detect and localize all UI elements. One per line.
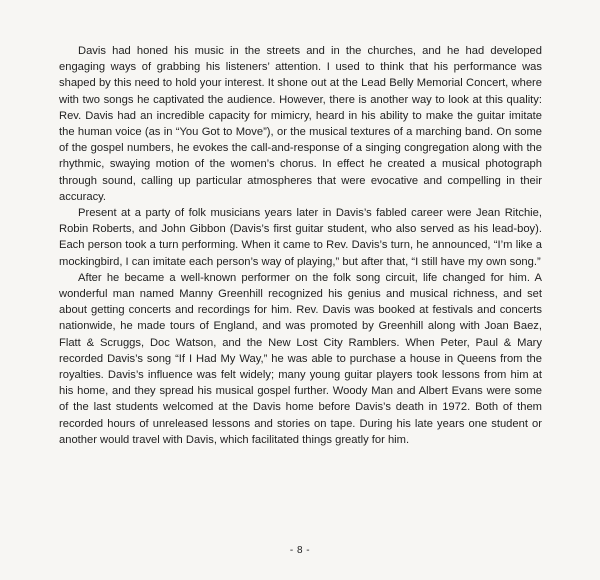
paragraph-1: Davis had honed his music in the streets and in the churches, and he had developed engaging ways of grabbing his listeners’ attention. I used to think that his performance was shaped by this need to hold your interest. It shone out at the Lead Belly Memorial Concert, where with two songs he captivated the audience. However, there is another way to look at this quality: Rev. Davis had an incredible capacity for mimicry, heard in his ability to make the guitar imitate the human voice (as in “You Got to Move”), or the musical textures of a marching band. On some of the gospel numbers, he evokes the call-and-response of a singing congregation along with the rhythmic, swaying motion of the women’s chorus. In effect he created a musical photograph through sound, calling up particular atmospheres that were evocative and compelling in their accuracy. — [59, 45, 542, 203]
page-number: - 8 - — [289, 545, 311, 556]
paragraph-2: Present at a party of folk musicians years later in Davis’s fabled career were Jean Ritchie, Robin Roberts, and John Gibbon (Davis’s first guitar student, who also served as his lead-boy). Each person took a turn performing. When it came to Rev. Davis’s turn, he announced, “I’m like a mockingbird, I can imitate each person’s way of playing,” but after that, “I still have my own song.” — [59, 207, 542, 268]
body-text — [59, 43, 542, 448]
paragraph-3: After he became a well-known performer on the folk song circuit, life changed for him. A wonderful man named Manny Greenhill recognized his genius and musical richness, and set about getting concerts and recordings for him. Rev. Davis was booked at festivals and concerts nationwide, he made tours of England, and was promoted by Greenhill along with Joan Baez, Flatt & Scruggs, Doc Watson, and the New Lost City Ramblers. When Peter, Paul & Mary recorded Davis’s song “If I Had My Way,” he was able to purchase a house in Queens from the royalties. Davis’s influence was felt widely; many young guitar players took lessons from him at his home, and they spread his musical gospel further. Woody Man and Albert Evans were some of the last students welcomed at the Davis home before Davis’s death in 1972. Both of them recorded hours of unreleased lessons and stories on tape. During his late years one student or another would travel with Davis, which facilitated things greatly for him. — [59, 271, 542, 446]
